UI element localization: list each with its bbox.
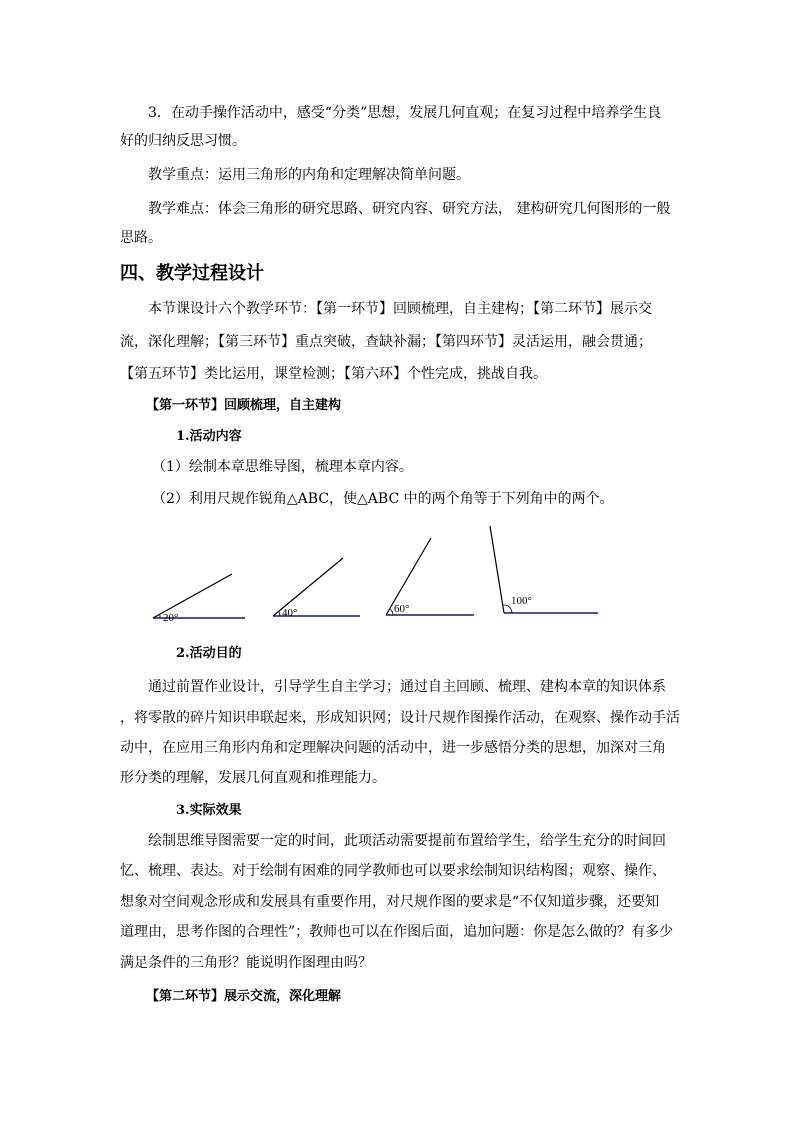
teaching-key-point: 教学重点：运用三角形的内角和定理解决简单问题。 xyxy=(148,167,470,183)
stage1-sub-actual-effect: 3.实际效果 xyxy=(176,803,242,818)
effect-line3: 想象对空间观念形成和发展具有重要作用，对尺规作图的要求是“不仅知道步骤，还要知 xyxy=(120,894,660,910)
angle-figures xyxy=(0,525,794,625)
angle-20-label: 20° xyxy=(163,612,179,624)
activity-item-2: （2）利用尺规作锐角△ABC，使△ABC 中的两个角等于下列角中的两个。 xyxy=(152,491,614,507)
effect-line1: 绘制思维导图需要一定的时间，此项活动需要提前布置给学生，给学生充分的时间回 xyxy=(148,833,666,849)
paragraph-goal-3-line1: 3．在动手操作活动中，感受“分类”思想，发展几何直观；在复习过程中培养学生良 xyxy=(148,105,662,121)
activity-item-1: （1）绘制本章思维导图，梳理本章内容。 xyxy=(152,459,413,475)
angle-20-figure xyxy=(153,574,245,624)
overview-line3: 【第五环节】类比运用，课堂检测；【第六环】个性完成，挑战自我。 xyxy=(120,366,547,382)
stage1-sub-activity-purpose: 2.活动目的 xyxy=(176,646,242,661)
effect-line5: 满足条件的三角形？能说明作图理由吗？ xyxy=(120,955,372,971)
section-heading: 四、教学过程设计 xyxy=(120,263,264,284)
overview-line1: 本节课设计六个教学环节：【第一环节】回顾梳理，自主建构；【第二环节】展示交 xyxy=(148,301,652,317)
angle-60-label: 60° xyxy=(394,603,410,615)
teaching-difficulty-line1: 教学难点：体会三角形的研究思路、研究内容、研究方法， 建构研究几何图形的一般 xyxy=(148,201,671,217)
angle-60-figure xyxy=(386,538,474,615)
purpose-line2: ，将零散的碎片知识串联起来，形成知识网；设计尺规作图操作活动，在观察、操作动手活 xyxy=(120,710,680,726)
purpose-line4: 形分类的理解，发展几何直观和推理能力。 xyxy=(120,770,386,786)
stage1-heading: 【第一环节】回顾梳理，自主建构 xyxy=(146,398,342,413)
purpose-line1: 通过前置作业设计，引导学生自主学习；通过自主回顾、梳理、建构本章的知识体系 xyxy=(148,679,666,695)
angle-100-label: 100° xyxy=(511,595,532,607)
effect-line2: 忆、梳理、表达。对于绘制有困难的同学教师也可以要求绘制知识结构图；观察、操作、 xyxy=(120,863,666,879)
angle-100-figure xyxy=(490,526,598,613)
stage1-sub-activity-content: 1.活动内容 xyxy=(176,429,242,444)
paragraph-goal-3-line2: 好的归纳反思习惯。 xyxy=(120,133,246,149)
angle-40-label: 40° xyxy=(282,607,298,619)
overview-line2: 流，深化理解；【第三环节】重点突破，查缺补漏；【第四环节】灵活运用，融会贯通； xyxy=(120,334,652,350)
effect-line4: 道理由，思考作图的合理性”；教师也可以在作图后面，追加问题：你是怎么做的？有多少 xyxy=(120,924,674,940)
purpose-line3: 动中，在应用三角形内角和定理解决问题的活动中，进一步感悟分类的思想，加深对三角 xyxy=(120,740,666,756)
angle-40-figure xyxy=(273,558,360,619)
teaching-difficulty-line2: 思路。 xyxy=(120,230,162,246)
stage2-heading: 【第二环节】展示交流，深化理解 xyxy=(146,989,342,1004)
